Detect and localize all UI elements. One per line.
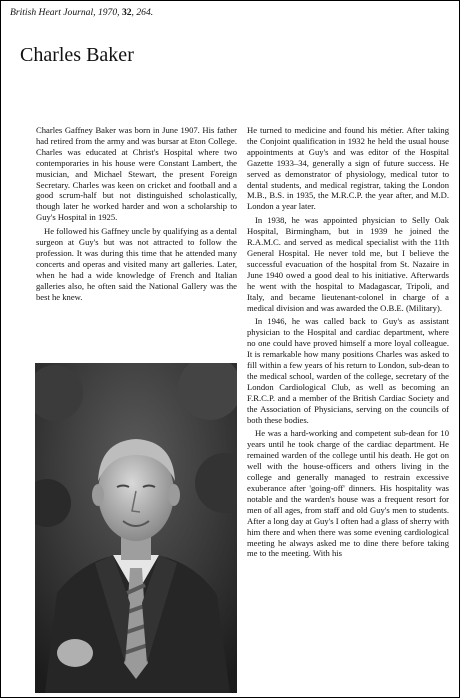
journal-page-number: , 264.	[131, 7, 154, 18]
right-paragraph-2: In 1938, he was appointed physician to Selly Oak Hospital, Birmingham, but in 1939 he joined the R.A.M.C. and served as medical specialist with the 11th General Hospital. He never told me, but I believe the successful evacuation of the hospital from St. Nazaire in June 1940 owed a good deal to his initiative. Afterwards he went with the hospital to Madagascar, Tripoli, and Italy, and became lieutenant-colonel in charge of a medical division and was awarded the O.B.E. (Military).	[247, 215, 449, 313]
left-column	[36, 125, 237, 306]
journal-name: British Heart Journal	[10, 7, 94, 18]
journal-suffix: , 1970,	[93, 7, 120, 18]
right-paragraph-3: In 1946, he was called back to Guy's as assistant physician to the Hospital and cardiac department, where no one could have proved himself a more loyal colleague. It is remarkable how many positions Charles was asked to fill within a few years of his return to London, sub-dean to the medical school, warden of the college, secretary of the London Cardiological Club, as well as becoming an F.R.C.P. and a member of the British Cardiac Society and the Association of Physicians, serving on the councils of both these bodies.	[247, 316, 449, 425]
obituary-title: Charles Baker	[20, 44, 134, 66]
left-paragraph-1: Charles Gaffney Baker was born in June 1907. His father had retired from the army and was bursar at Eton College. Charles was educated at Christ's Hospital where two contemporaries in his house were Constant Lambert, the musician, and Michael Stewart, the present Foreign Secretary. Charles was keen on cricket and football and a good scrum-half but not distinguished scholastically, though later he worked harder and won a scholarship to Guy's Hospital in 1925.	[36, 125, 237, 223]
journal-header	[10, 7, 153, 18]
journal-volume: 32	[121, 7, 132, 18]
right-paragraph-4: He was a hard-working and competent sub-dean for 10 years until he took charge of the cardiac department. He remained warden of the college until his death. He got on well with the house-officers and others living in the college and generally managed to restrain excessive exuberance after 'going-off' dinners. His hospitality was notable and the warden's house was a frequent resort for men of all ages, from staff and old Guy's men to students. After a long day at Guy's I often had a glass of sherry with him there and when there was some evening cardiological meeting he always asked me to dine there before taking me to the meeting. With his	[247, 428, 449, 559]
right-paragraph-1: He turned to medicine and found his métier. After taking the Conjoint qualification in 1932 he held the usual house appointments at Guy's and was editor of the Hospital Gazette 1933–34, generally a sign of future success. He served as demonstrator of physiology, medical tutor to dental students, and medical registrar, taking the London M.B., B.S. in 1935, the M.R.C.P. the year after, and M.D. London a year later.	[247, 125, 449, 212]
left-paragraph-2: He followed his Gaffney uncle by qualifying as a dental surgeon at Guy's but was not attracted to follow the profession. It was during this time that he attended many concerts and operas and visited many art galleries. Later, when he had a wide knowledge of French and Italian galleries also, he often said the National Gallery was the best he knew.	[36, 226, 237, 302]
portrait-photo	[35, 363, 237, 693]
right-column	[247, 125, 449, 562]
portrait-photo-icon	[35, 363, 237, 693]
